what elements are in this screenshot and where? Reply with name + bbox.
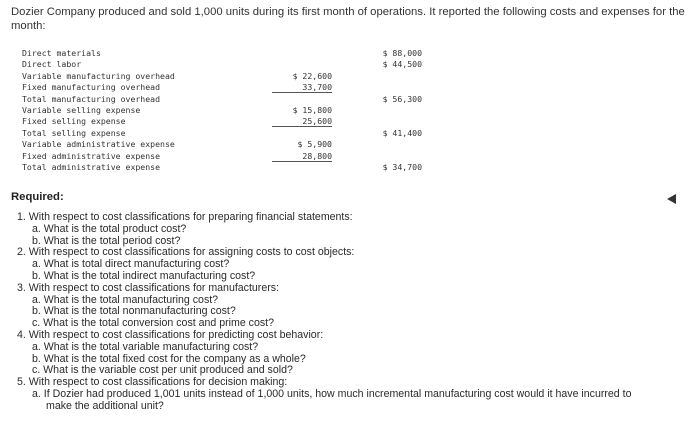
cost-total: $ 41,400 (382, 127, 422, 138)
cost-label: Direct materials (22, 48, 101, 58)
question-subitem: b. What is the total indirect manufacturing cost? (32, 269, 256, 282)
question-subitem: b. What is the total fixed cost for the company as a whole? (32, 352, 306, 365)
question-item: 2. With respect to cost classifications for assigning costs to cost objects: (17, 246, 355, 259)
cost-label: Total administrative expense (22, 161, 161, 172)
cost-row (22, 105, 422, 116)
cost-label: Total selling expense (22, 127, 126, 138)
cost-row (22, 48, 422, 59)
cost-label: Fixed manufacturing overhead (22, 82, 161, 93)
cost-total: $ 44,500 (382, 59, 422, 70)
cost-label: Total manufacturing overhead (22, 93, 161, 104)
question-subitem: a. What is the total product cost? (32, 222, 187, 235)
cost-row (22, 162, 422, 173)
cost-amount: 25,600 (272, 116, 332, 127)
required-heading: Required: (11, 191, 64, 203)
cost-label: Variable administrative expense (22, 139, 175, 150)
question-item: 1. With respect to cost classifications for preparing financial statements: (17, 211, 353, 223)
cost-amount: $ 15,800 (292, 104, 332, 115)
cost-amount: 28,800 (272, 151, 332, 162)
question-subitem: a. If Dozier had produced 1,001 units instead of 1,000 units, how much incremental manufacturing cost would it have incurred to (32, 387, 632, 400)
question-subitem: a. What is the total variable manufacturing cost? (32, 340, 259, 353)
question-item: 5. With respect to cost classifications for decision making: (17, 376, 288, 389)
question-subitem: b. What is the total nonmanufacturing cost? (32, 305, 236, 318)
cost-total: $ 34,700 (382, 161, 422, 172)
cost-row (22, 151, 422, 162)
cost-label: Direct labor (22, 59, 82, 70)
question-item: 3. With respect to cost classifications for manufacturers: (17, 281, 279, 294)
question-item: 4. With respect to cost classifications for predicting cost behavior: (17, 328, 324, 341)
cost-table (22, 48, 422, 173)
cost-label: Fixed administrative expense (22, 150, 161, 161)
problem-intro: Dozier Company produced and sold 1,000 units during its first month of operations. It reported the following costs and expenses for the month: (11, 6, 685, 32)
cost-label: Fixed selling expense (22, 116, 126, 127)
cost-total: $ 56,300 (382, 93, 422, 104)
cost-total: $ 88,000 (382, 48, 422, 58)
question-subitem: a. What is total direct manufacturing cost? (32, 258, 230, 271)
cost-row (22, 128, 422, 139)
question-subitem: c. What is the total conversion cost and prime cost? (32, 317, 275, 330)
cost-amount: 33,700 (272, 82, 332, 93)
cost-row (22, 116, 422, 127)
cost-row (22, 94, 422, 105)
cursor-arrow-icon (667, 194, 676, 204)
cost-amount: $ 22,600 (292, 70, 332, 81)
cost-row (22, 59, 422, 70)
cost-row (22, 82, 422, 93)
cost-label: Variable manufacturing overhead (22, 70, 175, 81)
cost-amount: $ 5,900 (297, 139, 332, 150)
question-list (17, 212, 697, 413)
question-subitem: a. What is the total manufacturing cost? (32, 293, 219, 306)
cost-label: Variable selling expense (22, 104, 141, 115)
question-subitem-continued: make the additional unit? (46, 399, 164, 412)
question-subitem: b. What is the total period cost? (32, 234, 181, 247)
cost-row (22, 139, 422, 150)
cost-row (22, 71, 422, 82)
question-subitem: c. What is the variable cost per unit produced and sold? (32, 364, 293, 377)
